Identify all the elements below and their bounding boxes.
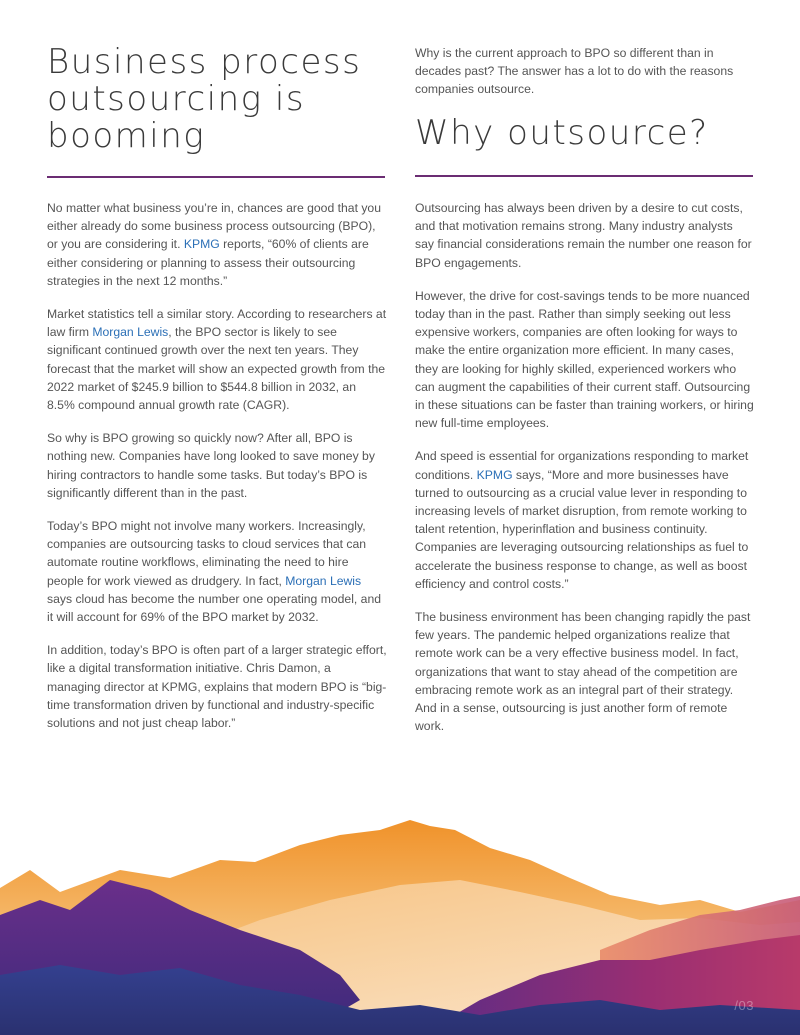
paragraph-text: says, “More and more businesses have turned to outsourcing as a crucial value lever in responding to increasing levels of market disruption, from remote working to talent retention, hyperinflation and business continuity. Companies are leveraging outsourcing relationships as fuel to accelerate the business response to change, as well as boost efficiency and control costs.”: [415, 467, 749, 591]
mountain-landscape-illustration: [0, 800, 800, 1035]
paragraph-text: No matter what business you’re in, chances are good that you either already do some business process outsourcing (BPO), or you are considering it.: [47, 201, 381, 252]
right-column-body: [415, 199, 755, 750]
page-number: /03: [734, 998, 754, 1013]
section-title: Why outsource?: [415, 113, 709, 153]
paragraph: [47, 429, 387, 502]
paragraph-text: The business environment has been changing rapidly the past few years. The pandemic helped organizations realize that remote work can be a very effective business model. In fact, organizations that want to stay ahead of the competition are embracing remote work as an integral part of their strategy. And in a sense, outsourcing is just another form of remote work.: [415, 610, 751, 734]
paragraph-text: So why is BPO growing so quickly now? After all, BPO is nothing new. Companies have long looked to save money by hiring contractors to handle some tasks. But today’s BPO is significantly different than in the past.: [47, 431, 375, 500]
title-divider-left: [47, 176, 385, 178]
paragraph: [47, 199, 387, 290]
paragraph: [415, 287, 755, 433]
paragraph-text: Market statistics tell a similar story. According to researchers at law firm: [47, 307, 387, 340]
paragraph-text: In addition, today’s BPO is often part of a larger strategic effort, like a digital transformation initiative. Chris Damon, a managing director at KPMG, explains that modern BPO is “big-time transformation driven by functional and industry-specific solutions and not just cheap labor.”: [47, 643, 387, 731]
paragraph: [47, 517, 387, 626]
kpmg-link[interactable]: KPMG: [476, 467, 513, 482]
paragraph: [415, 608, 755, 735]
paragraph-text: , the BPO sector is likely to see significant continued growth over the next ten years. They forecast that the market will show an expected growth from the 2022 market of $245.9 billion to $544.8 billion in 2032, an 8.5% compound annual growth rate (CAGR).: [47, 325, 386, 413]
paragraph-text: Today’s BPO might not involve many workers. Increasingly, companies are outsourcing tasks to cloud services that can automate routine workflows, eliminating the need to hire people for work viewed as drudgery. In fact,: [47, 519, 367, 588]
morgan-lewis-link[interactable]: Morgan Lewis: [285, 573, 362, 588]
paragraph-text: However, the drive for cost-savings tends to be more nuanced today than in the past. Rather than simply seeking out less expensive workers, companies are often looking for ways to make the entire organization more efficient. In many cases, they are looking for highly skilled, experienced workers who can augment the capabilities of their current staff. Outsourcing in these situations can be faster than training workers, or hiring new full-time employees.: [415, 288, 754, 431]
paragraph-text: And speed is essential for organizations responding to market conditions.: [415, 449, 749, 482]
section-intro: Why is the current approach to BPO so different than in decades past? The answer has a lot to do with the reasons companies outsource.: [415, 46, 734, 96]
morgan-lewis-link[interactable]: Morgan Lewis: [92, 325, 169, 340]
page-title: Business process outsourcing is booming: [47, 42, 362, 156]
paragraph-text: says cloud has become the number one operating model, and it will account for 69% of the BPO market by 2032.: [47, 591, 382, 625]
paragraph: [415, 199, 755, 272]
paragraph: [47, 305, 387, 414]
paragraph-text: reports, “60% of clients are either considering or planning to assess their outsourcing strategies in the next 12 months.”: [47, 237, 369, 288]
left-column-body: [47, 199, 387, 747]
kpmg-link[interactable]: KPMG: [183, 237, 220, 252]
paragraph: [47, 641, 387, 732]
title-divider-right: [415, 175, 753, 177]
paragraph-text: Outsourcing has always been driven by a desire to cut costs, and that motivation remains strong. Many industry analysts say financial considerations remain the number one reason for BPO engagements.: [415, 201, 752, 270]
paragraph: [415, 447, 755, 593]
